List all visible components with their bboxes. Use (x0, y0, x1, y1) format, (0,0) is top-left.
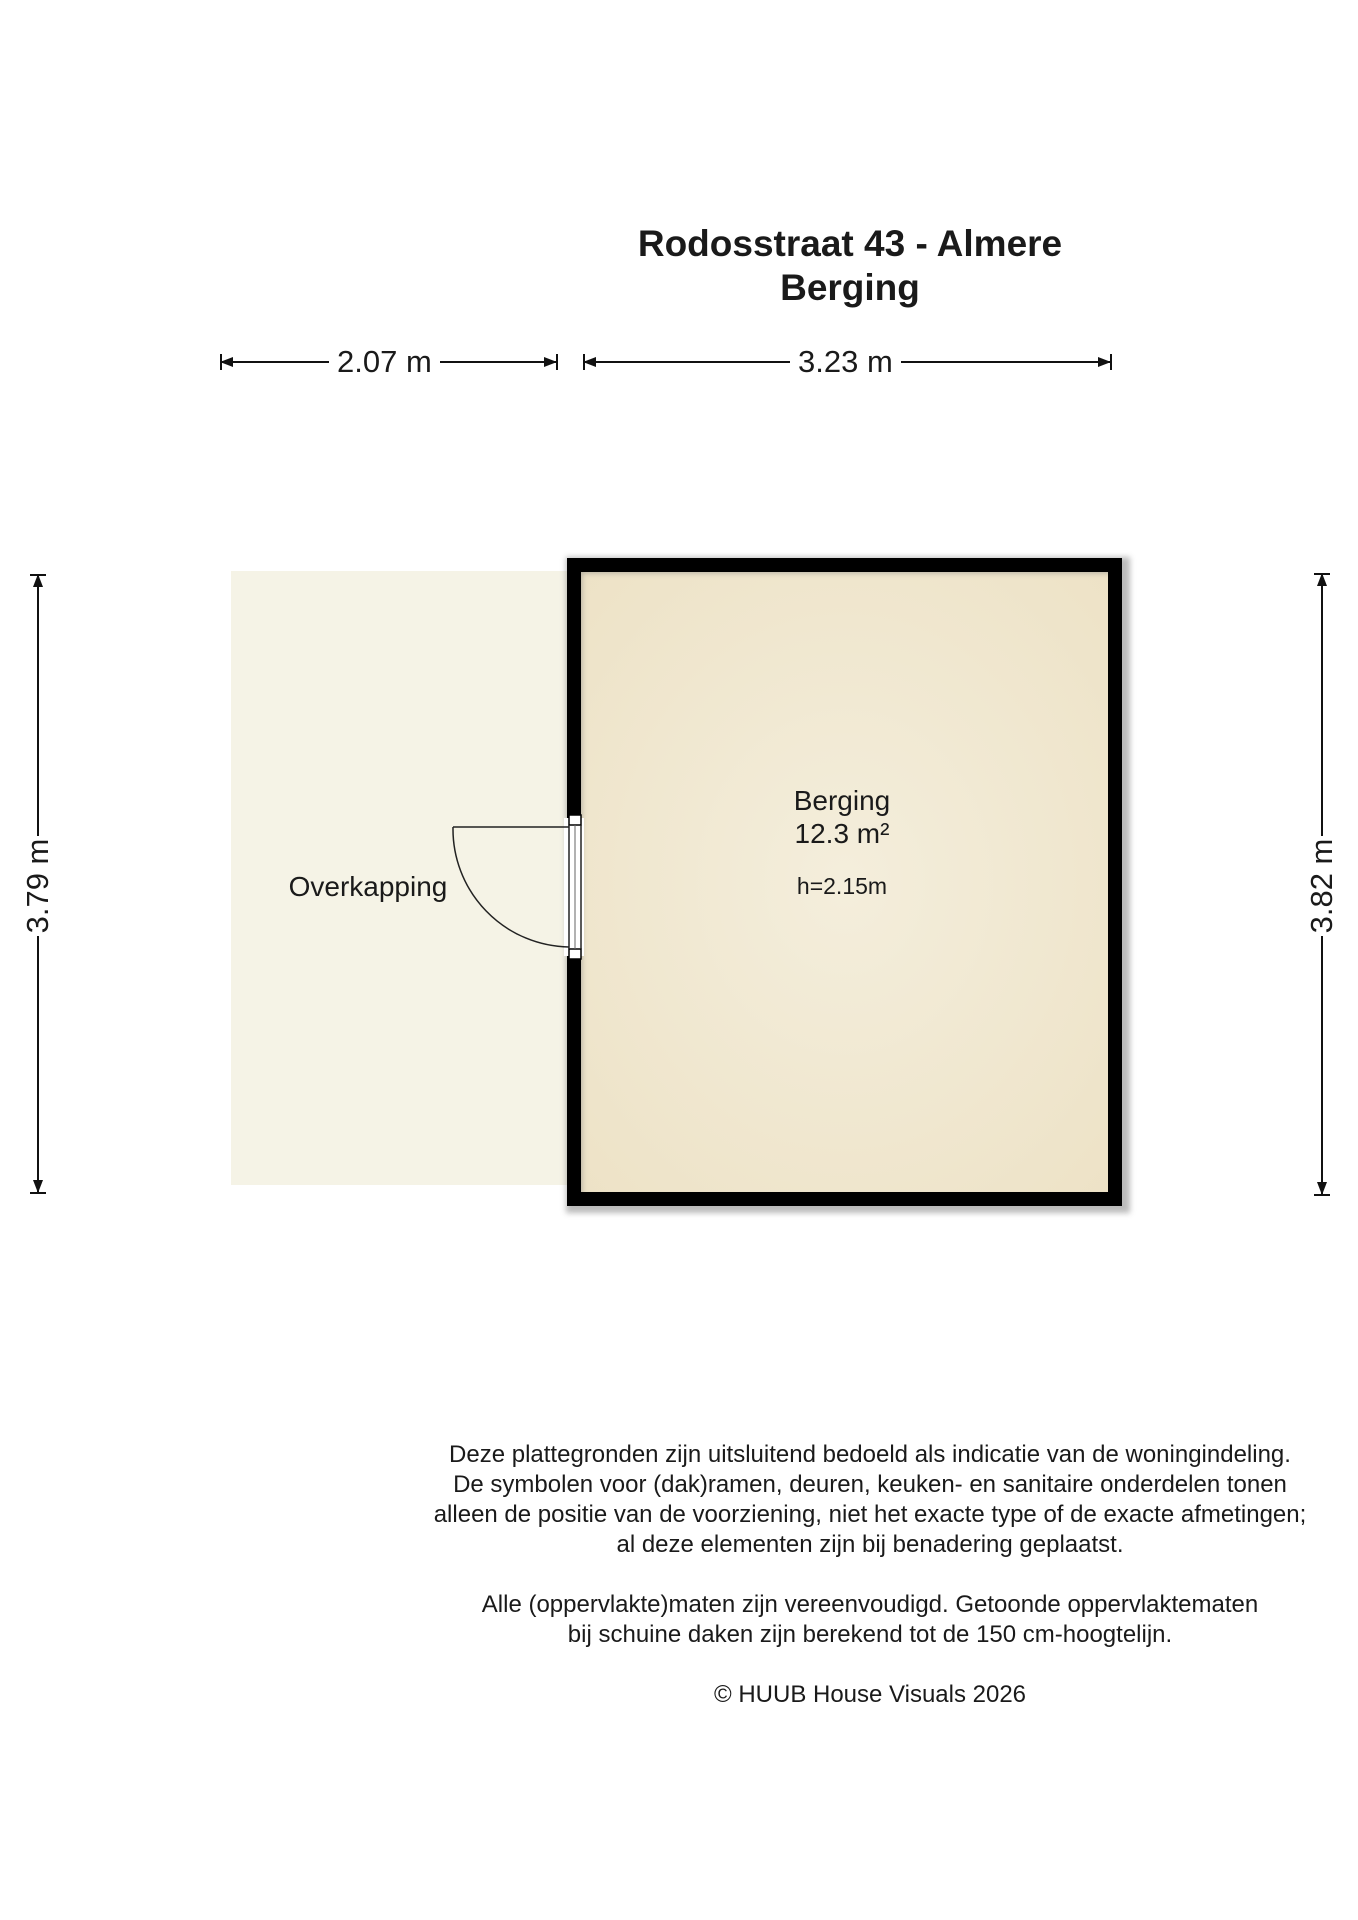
disclaimer (380, 1440, 1358, 1710)
disclaimer-line: Alle (oppervlakte)maten zijn vereenvoudigd. Getoonde oppervlaktematen (481, 1591, 1259, 1618)
disclaimer-line: alleen de positie van de voorziening, niet het exacte type of de exacte afmetingen; (433, 1501, 1307, 1528)
disclaimer-paragraph-1 (380, 1440, 1358, 1560)
disclaimer-line: Deze plattegronden zijn uitsluitend bedoeld als indicatie van de woningindeling. (449, 1441, 1291, 1468)
floor-title: Berging (780, 267, 920, 308)
room-label-overkapping (268, 870, 468, 903)
disclaimer-line: bij schuine daken zijn berekend tot de 150 cm-hoogtelijn. (567, 1621, 1173, 1648)
berging-area: 12.3 m² (794, 818, 890, 849)
disclaimer-line: al deze elementen zijn bij benadering geplaatst. (616, 1531, 1124, 1558)
dim-label-top-right: 3.23 m (790, 344, 901, 380)
berging-height: h=2.15m (796, 873, 888, 899)
overkapping-name: Overkapping (288, 871, 448, 902)
dim-label-right: 3.82 m (1304, 836, 1340, 936)
door-jamb-bottom (569, 949, 581, 959)
copyright: © HUUB House Visuals 2026 (713, 1681, 1027, 1708)
disclaimer-paragraph-2 (380, 1590, 1358, 1650)
plan-title (560, 222, 1140, 310)
dim-label-top-left: 2.07 m (329, 344, 440, 380)
address-title: Rodosstraat 43 - Almere (637, 223, 1063, 264)
disclaimer-line: De symbolen voor (dak)ramen, deuren, keuken- en sanitaire onderdelen tonen (453, 1471, 1287, 1498)
berging-name: Berging (793, 785, 891, 816)
door-jamb-top (569, 815, 581, 825)
dim-label-left: 3.79 m (20, 836, 56, 936)
room-label-berging (742, 784, 942, 903)
